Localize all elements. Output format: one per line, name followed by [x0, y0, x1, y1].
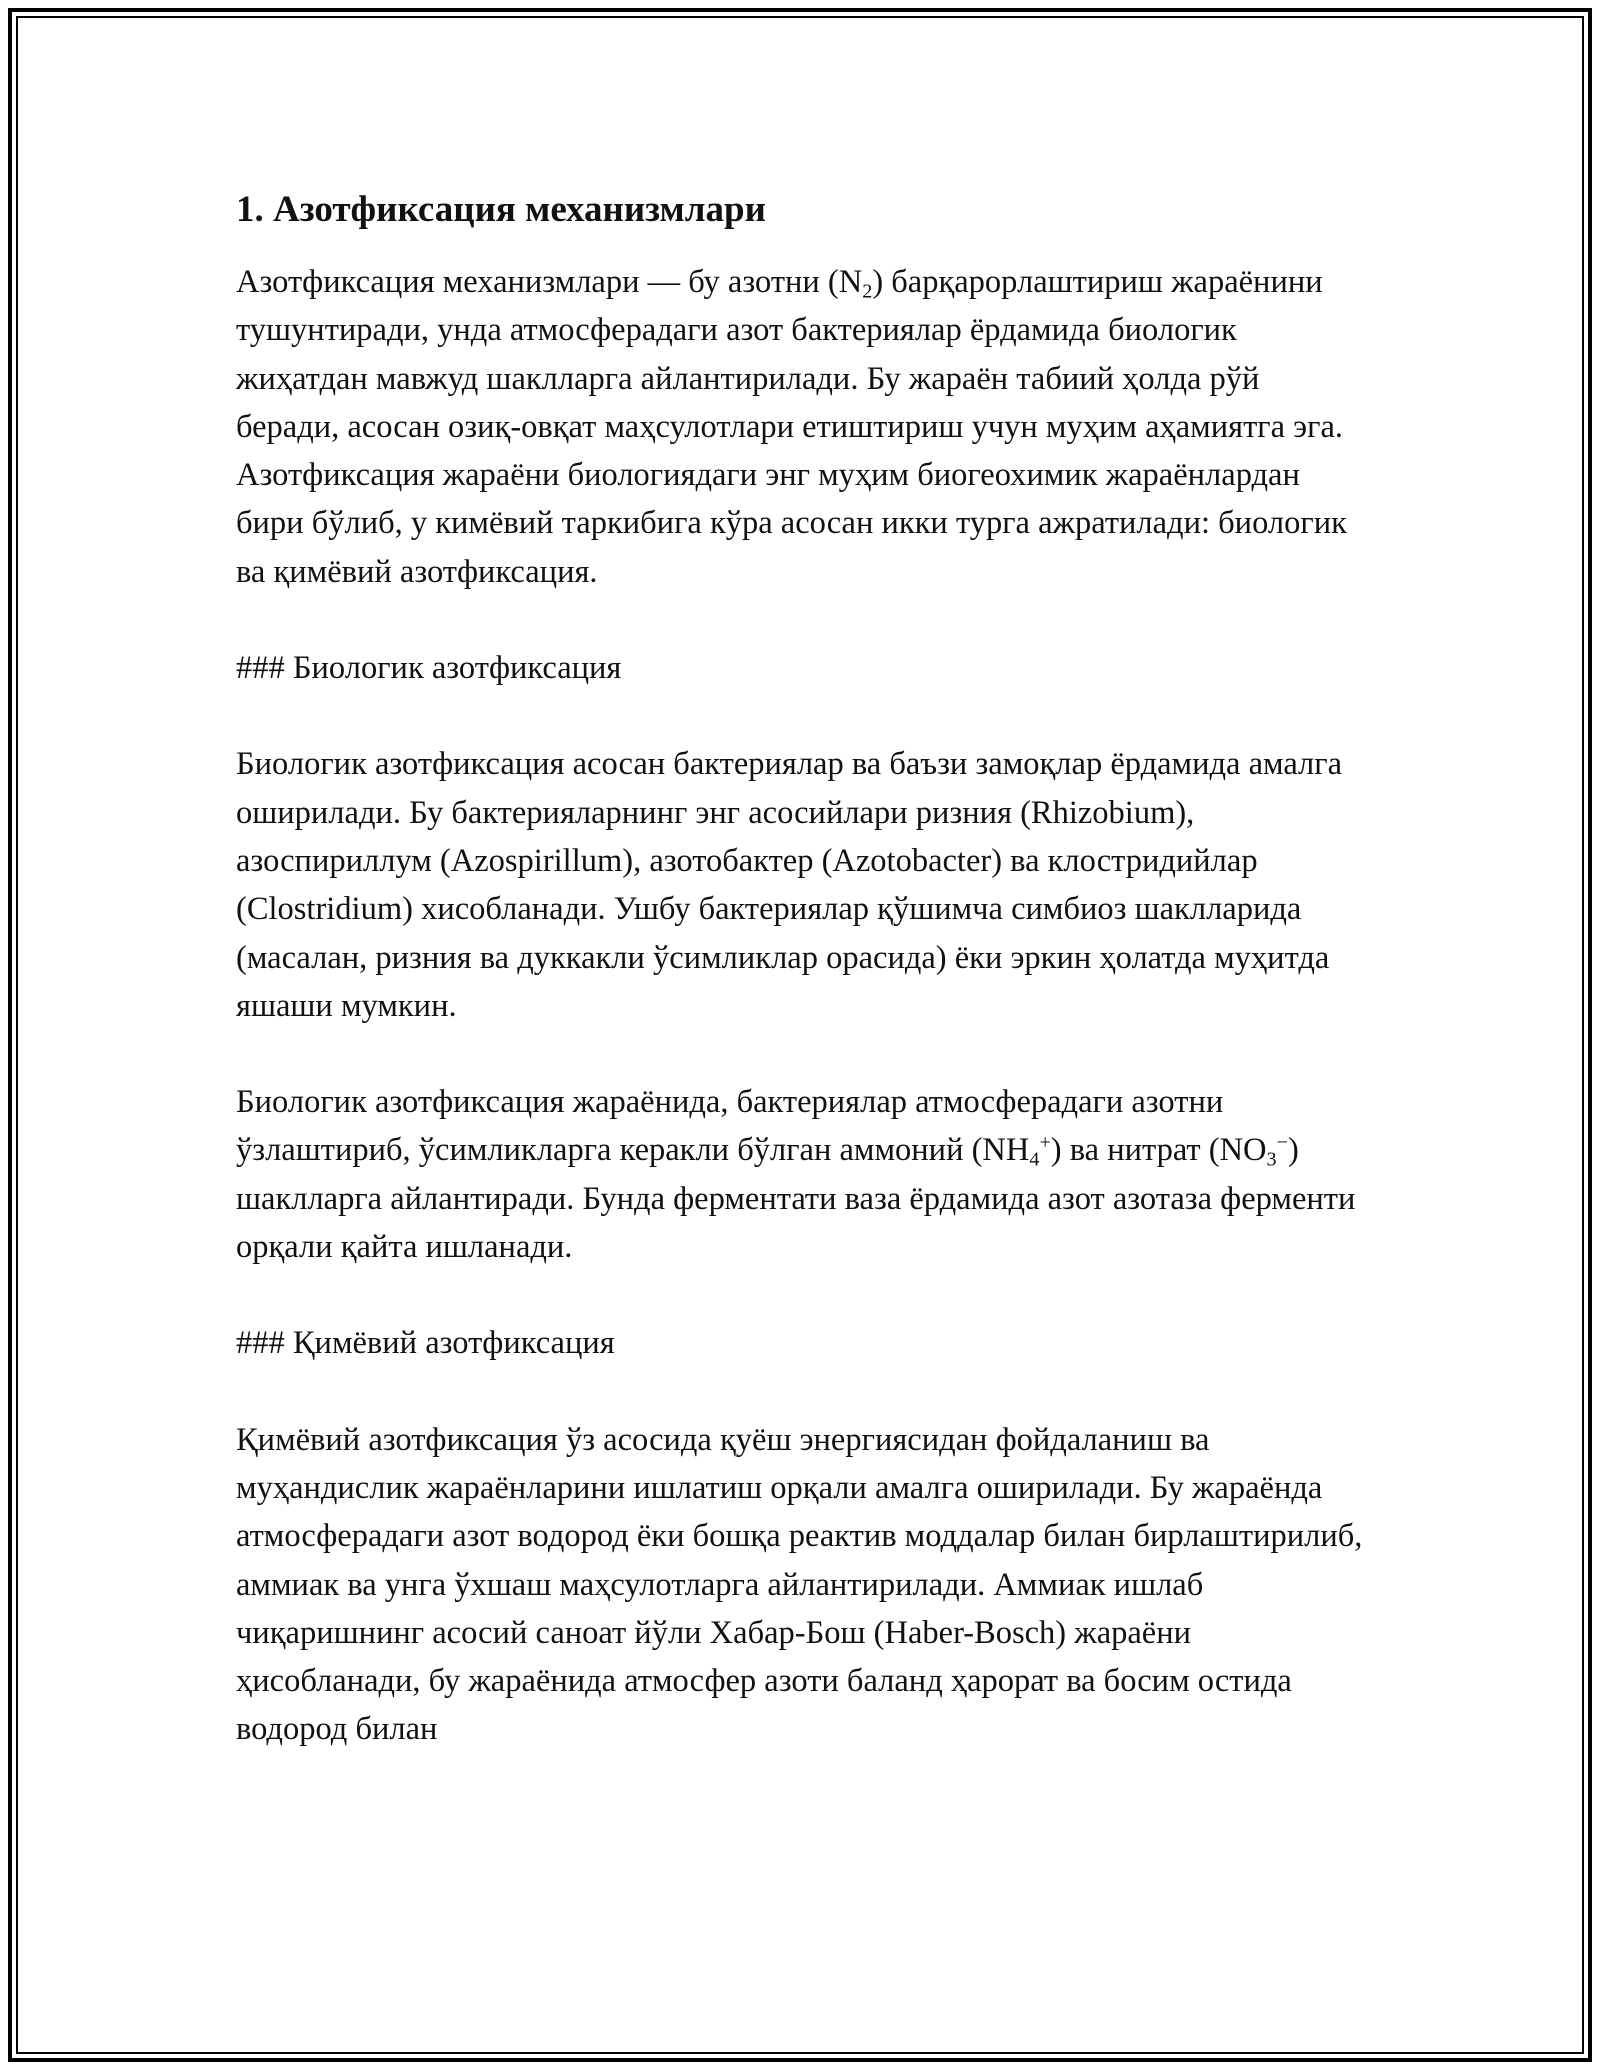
- paragraph-intro: [236, 258, 1366, 596]
- document-title: 1. Азотфиксация механизмлари: [236, 189, 766, 230]
- section-heading-chemical: ### Қимёвий азотфиксация: [236, 1325, 615, 1362]
- paragraph-spacer: [236, 1368, 1366, 1416]
- paragraph-process-text-c: ) шаклларга айлантиради. Бунда ферментати ваза ёрдамида азот азотаза ферменти орқали қайта ишланади.: [236, 1132, 1356, 1266]
- paragraph-spacer: [236, 596, 1366, 644]
- paragraph-spacer: [236, 1271, 1366, 1319]
- paragraph-intro-text-a: Азотфиксация механизмлари — бу азотни (N: [236, 264, 863, 300]
- paragraph-process-text-a: Биологик азотфиксация жараёнида, бактериялар атмосферадаги азотни ўзлаштириб, ўсимликларга керакли бўлган аммоний (NH: [236, 1084, 1224, 1169]
- superscript-nh4-charge: +: [1039, 1131, 1051, 1154]
- paragraph-process-text-b: ) ва нитрат (NO: [1050, 1132, 1267, 1169]
- superscript-no3-charge: −: [1276, 1131, 1288, 1154]
- paragraph-spacer: [236, 1030, 1366, 1078]
- document-body: [236, 186, 1366, 1754]
- section-heading-biological: ### Биологик азотфиксация: [236, 650, 622, 687]
- subscript-nh4: 4: [1029, 1149, 1040, 1172]
- paragraph-chemical: Қимёвий азотфиксация ўз асосида қуёш энергиясидан фойдаланиш ва муҳандислик жараёнларини ишлатиш орқали амалга оширилади. Бу жараёнда атмосферадаги азот водород ёки бошқа реактив моддалар билан бирлаштирилиб, аммиак ва унга ўхшаш маҳсулотларга айлантирилади. Аммиак ишлаб чиқаришнинг асосий саноат йўли Хабар-Бош (Haber-Bosch) жараёни ҳисобланади, бу жараёнида атмосфер азоти баланд ҳарорат ва босим остида водород билан: [236, 1421, 1363, 1748]
- subscript-no3: 3: [1266, 1149, 1277, 1172]
- paragraph-spacer: [236, 692, 1366, 740]
- paragraph-biological-process: [236, 1078, 1366, 1271]
- paragraph-intro-text-b: ) барқарорлаштириш жараёнини тушунтиради, унда атмосферадаги азот бактериялар ёрдамида биологик жиҳатдан мавжуд шаклларга айлантирилади. Бу жараён табиий ҳолда рўй беради, асосан озиқ-овқат маҳсулотлари етиштириш учун муҳим аҳамиятга эга. Азотфиксация жараёни биологиядаги энг муҳим биогеохимик жараёнлардан бири бўлиб, у кимёвий таркибига кўра асосан икки турга ажратилади: биологик ва қимёвий азотфиксация.: [236, 264, 1347, 590]
- subscript-n2: 2: [862, 280, 873, 303]
- paragraph-biological-bacteria: Биологик азотфиксация асосан бактериялар ва баъзи замоқлар ёрдамида амалга оширилади. Бу бактерияларнинг энг асосийлари ризния (Rhizobium), азоспириллум (Azospirillum), азотобактер (Azotobacter) ва клостридийлар (Clostridium) хисобланади. Ушбу бактериялар қўшимча симбиоз шаклларида (масалан, ризния ва дуккакли ўсимликлар орасида) ёки эркин ҳолатда муҳитда яшаши мумкин.: [236, 746, 1343, 1024]
